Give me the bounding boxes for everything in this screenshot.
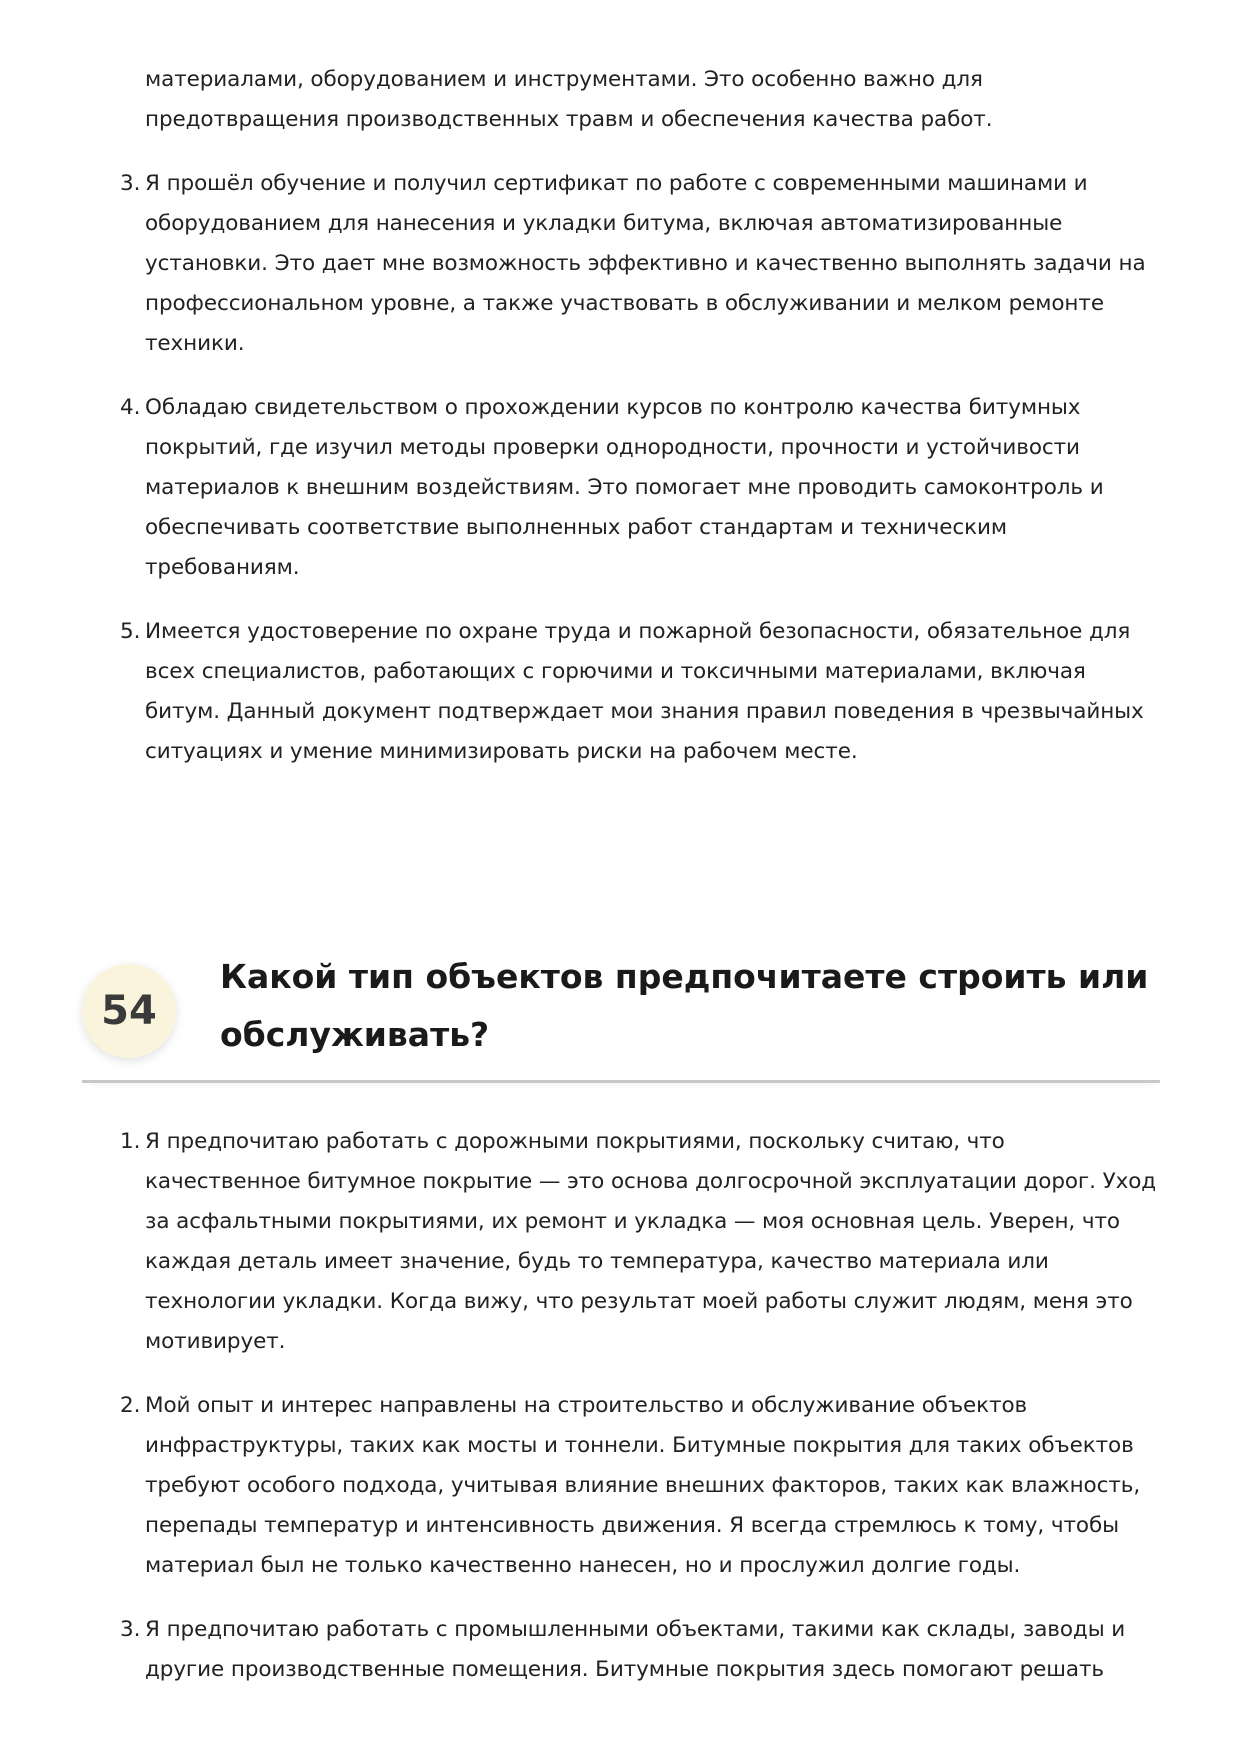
list-item-number: 1. — [120, 1129, 141, 1154]
list-item — [120, 388, 1160, 588]
list-item-text: материалами, оборудованием и инструментами. Это особенно важно для предотвращения производственных травм и обеспечения качества работ. — [145, 67, 993, 132]
answer-list-previous — [120, 60, 1160, 796]
question-header — [82, 940, 1160, 1083]
list-item-text: Мой опыт и интерес направлены на строительство и обслуживание объектов инфраструктуры, таких как мосты и тоннели. Битумные покрытия для таких объектов требуют особого подхода, учитывая влияние внешних факторов, таких как влажность, перепады температур и интенсивность движения. Я всегда стремлюсь к тому, чтобы материал был не только качественно нанесен, но и прослужил долгие годы. — [145, 1393, 1141, 1578]
question-number-badge: 54 — [82, 964, 176, 1058]
answer-list — [120, 1122, 1160, 1714]
list-item-text: Обладаю свидетельством о прохождении курсов по контролю качества битумных покрытий, где изучил методы проверки однородности, прочности и устойчивости материалов к внешним воздействиям. Это помогает мне проводить самоконтроль и обеспечивать соответствие выполненных работ стандартам и техническим требованиям. — [145, 395, 1104, 580]
list-item — [120, 164, 1160, 364]
list-item — [120, 1386, 1160, 1586]
list-item — [120, 1122, 1160, 1362]
list-item-number: 5. — [120, 619, 141, 644]
list-item-text: Я предпочитаю работать с дорожными покрытиями, поскольку считаю, что качественное битумное покрытие — это основа долгосрочной эксплуатации дорог. Уход за асфальтными покрытиями, их ремонт и укладка — моя основная цель. Уверен, что каждая деталь имеет значение, будь то температура, качество материала или технологии укладки. Когда вижу, что результат моей работы служит людям, меня это мотивирует. — [145, 1129, 1157, 1354]
list-item — [120, 612, 1160, 772]
list-item-text: Я предпочитаю работать с промышленными объектами, такими как склады, заводы и другие производственные помещения. Битумные покрытия здесь помогают решать — [145, 1617, 1126, 1682]
list-item-text: Я прошёл обучение и получил сертификат по работе с современными машинами и оборудованием для нанесения и укладки битума, включая автоматизированные установки. Это дает мне возможность эффективно и качественно выполнять задачи на профессиональном уровне, а также участвовать в обслуживании и мелком ремонте техники. — [145, 171, 1146, 356]
list-item-number: 4. — [120, 395, 141, 420]
list-item — [120, 1610, 1160, 1690]
list-item-number: 3. — [120, 171, 141, 196]
list-item-text: Имеется удостоверение по охране труда и пожарной безопасности, обязательное для всех специалистов, работающих с горючими и токсичными материалами, включая битум. Данный документ подтверждает мои знания правил поведения в чрезвычайных ситуациях и умение минимизировать риски на рабочем месте. — [145, 619, 1144, 764]
list-item-number: 2. — [120, 1393, 141, 1418]
question-title: Какой тип объектов предпочитаете строить или обслуживать? — [220, 957, 1149, 1054]
list-item-continuation — [120, 60, 1160, 140]
list-item-number: 3. — [120, 1617, 141, 1642]
